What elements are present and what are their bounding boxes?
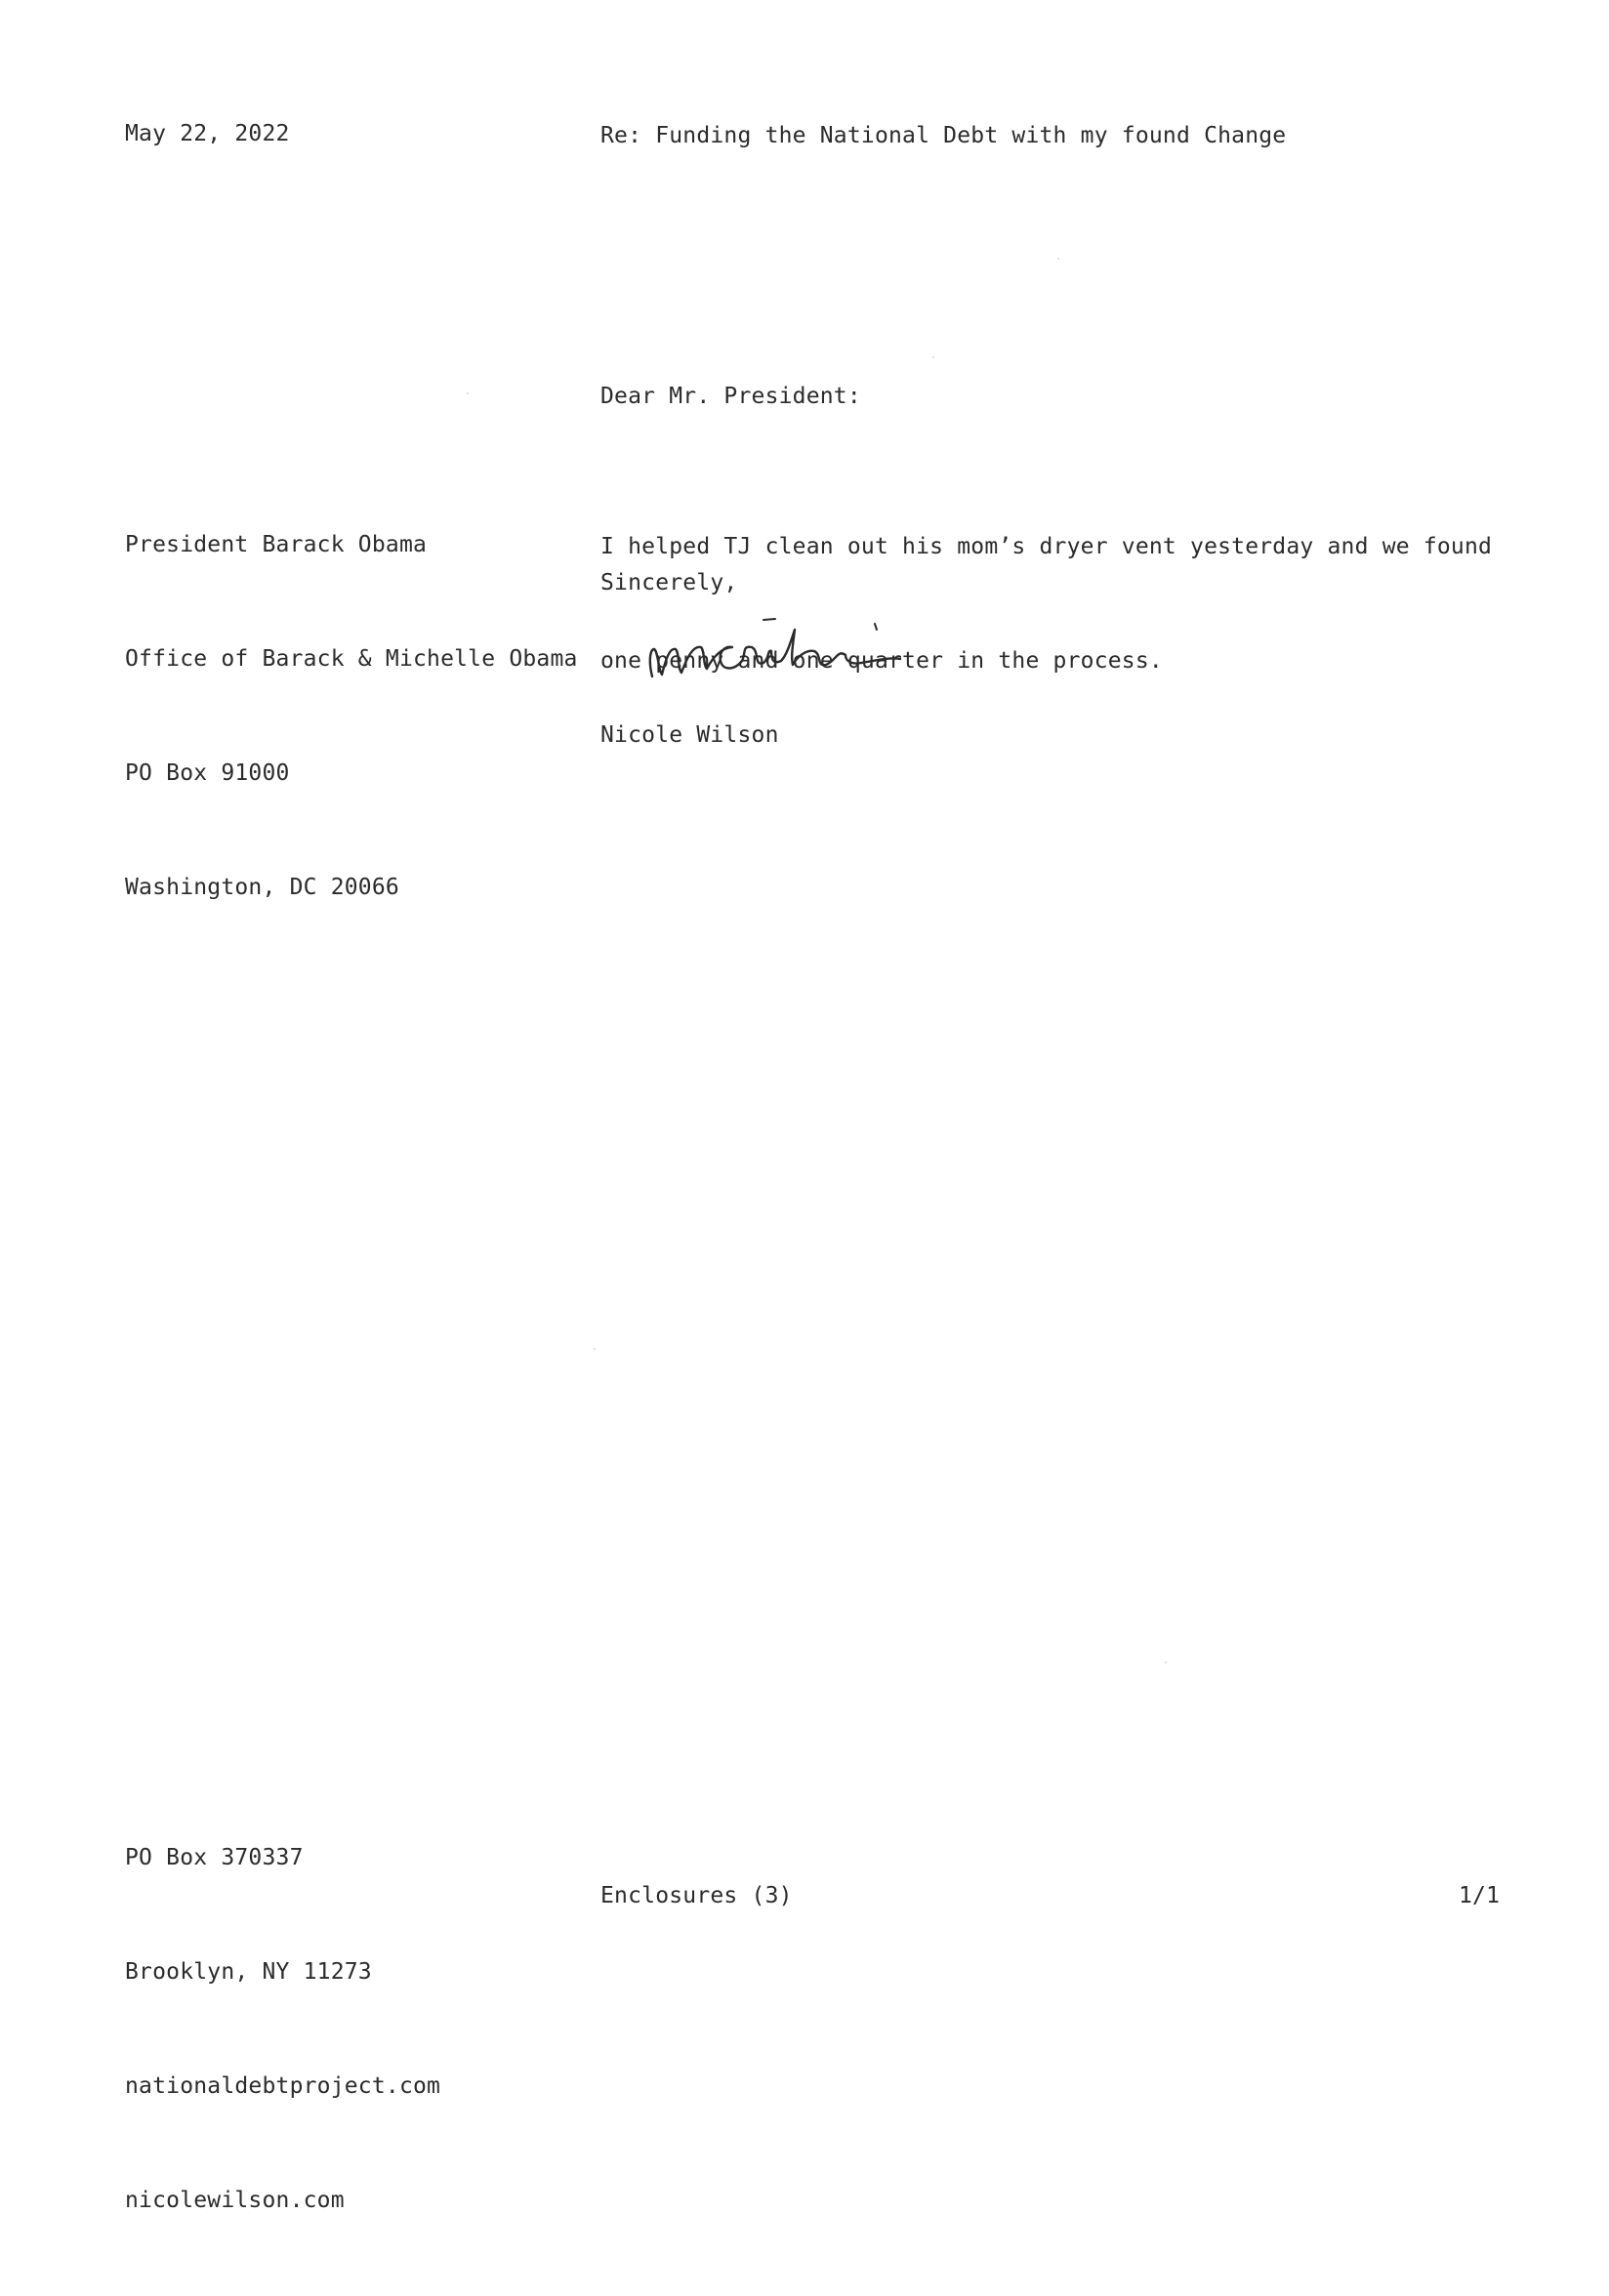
paper-speck: [594, 1348, 596, 1350]
page-number: 1/1: [1459, 1883, 1501, 1908]
recipient-line: Washington, DC 20066: [125, 875, 399, 900]
recipient-address: [125, 450, 578, 983]
paper-speck: [467, 392, 469, 394]
recipient-line: Office of Barack & Michelle Obama: [125, 646, 578, 672]
recipient-line: PO Box 91000: [125, 760, 290, 786]
handwritten-signature: [644, 600, 967, 693]
return-address-line: Brooklyn, NY 11273: [125, 1959, 372, 1985]
enclosures-note: Enclosures (3): [600, 1883, 793, 1908]
paper-speck: [1057, 258, 1059, 260]
signature-dot: [875, 624, 877, 630]
letter-date: May 22, 2022: [125, 121, 290, 146]
paper-speck: [1165, 1661, 1167, 1663]
salutation: Dear Mr. President:: [600, 384, 861, 409]
recipient-line: President Barack Obama: [125, 532, 428, 557]
signature-stroke: [650, 630, 900, 676]
signature-mark: [763, 619, 775, 620]
body-line: one penny and one quarter in the process.: [600, 648, 1163, 674]
return-address: [125, 1763, 440, 2296]
closing: Sincerely,: [600, 570, 738, 595]
paper-speck: [932, 356, 934, 358]
letter-subject: Re: Funding the National Debt with my found Change: [600, 123, 1287, 148]
body-line: I helped TJ clean out his mom’s dryer vent yesterday and we found: [600, 534, 1493, 559]
return-address-line: PO Box 370337: [125, 1845, 304, 1870]
signer-name: Nicole Wilson: [600, 722, 779, 748]
return-address-line: nicolewilson.com: [125, 2188, 345, 2213]
return-address-line: nationaldebtproject.com: [125, 2073, 441, 2099]
